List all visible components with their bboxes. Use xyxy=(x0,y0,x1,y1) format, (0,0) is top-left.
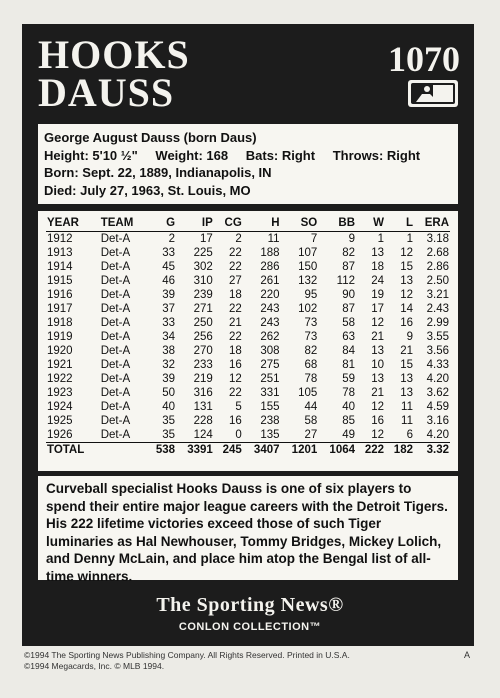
stat-cell: 7 xyxy=(310,232,318,245)
col-g: G xyxy=(147,215,176,232)
stat-cell: 35 xyxy=(162,414,176,427)
stat-cell: 102 xyxy=(298,302,318,315)
player-last-name: DAUSS xyxy=(38,70,175,115)
stat-cell: 11 xyxy=(267,232,280,245)
stat-cell: Det-A xyxy=(100,358,131,371)
stat-cell: 49 xyxy=(342,428,356,441)
stat-cell: 270 xyxy=(193,344,213,357)
stat-cell: 13 xyxy=(400,386,413,399)
col-era: ERA xyxy=(414,215,450,232)
stat-cell: 73 xyxy=(304,330,318,343)
stat-cell: 17 xyxy=(199,232,213,245)
stat-cell: Det-A xyxy=(100,414,131,427)
stats-row xyxy=(46,428,450,443)
stat-cell: 1915 xyxy=(47,274,73,287)
stat-cell: 1923 xyxy=(47,386,73,399)
conlon-collection-label: CONLON COLLECTION™ xyxy=(178,621,322,633)
stats-row xyxy=(46,274,450,288)
stat-cell: 21 xyxy=(371,330,384,343)
stat-cell: 58 xyxy=(342,316,356,329)
stat-cell: 18 xyxy=(228,288,242,301)
stat-cell: 85 xyxy=(342,414,356,427)
stat-cell: 4.20 xyxy=(426,428,449,441)
stat-cell: 24 xyxy=(371,274,384,287)
total-w: 222 xyxy=(356,443,385,459)
stat-cell: 220 xyxy=(260,288,280,301)
stat-cell: 13 xyxy=(371,372,384,385)
stat-cell: 33 xyxy=(162,316,176,329)
card-code: A xyxy=(463,650,470,660)
stat-cell: 1912 xyxy=(47,232,73,245)
stat-cell: 2.99 xyxy=(426,316,449,329)
stat-cell: 1916 xyxy=(47,288,73,301)
stat-cell: 12 xyxy=(371,428,384,441)
stat-cell: 3.55 xyxy=(426,330,449,343)
stat-cell: Det-A xyxy=(100,330,131,343)
stat-cell: 84 xyxy=(342,344,356,357)
total-h: 3407 xyxy=(243,443,281,459)
stat-cell: 32 xyxy=(162,358,176,371)
stat-cell: 219 xyxy=(193,372,213,385)
stat-cell: Det-A xyxy=(100,260,131,273)
stat-cell: 13 xyxy=(400,372,413,385)
bio-throws: Throws: Right xyxy=(332,147,421,163)
stat-cell: 16 xyxy=(400,316,413,329)
stat-cell: 1925 xyxy=(47,414,73,427)
stat-cell: Det-A xyxy=(100,274,131,287)
bio-bats: Bats: Right xyxy=(245,147,316,163)
stat-cell: 3.21 xyxy=(426,288,449,301)
stat-cell: 3.16 xyxy=(426,414,449,427)
bio-measurements xyxy=(44,147,452,165)
stat-cell: 45 xyxy=(162,260,176,273)
stat-cell: 68 xyxy=(304,358,318,371)
stat-cell: 13 xyxy=(371,246,384,259)
stat-cell: 135 xyxy=(260,428,280,441)
bio-full-name: George August Dauss (born Daus) xyxy=(44,130,257,145)
player-first-name: HOOKS xyxy=(38,32,190,77)
stat-cell: 1921 xyxy=(47,358,73,371)
stat-cell: 35 xyxy=(162,428,176,441)
stat-cell: 1922 xyxy=(47,372,73,385)
col-cg: CG xyxy=(214,215,243,232)
stat-cell: Det-A xyxy=(100,288,131,301)
stat-cell: 12 xyxy=(228,372,242,385)
stat-cell: 6 xyxy=(406,428,413,441)
stat-cell: 22 xyxy=(228,302,242,315)
stat-cell: 302 xyxy=(193,260,213,273)
stats-table xyxy=(46,215,450,458)
col-l: L xyxy=(385,215,414,232)
stat-cell: 4.59 xyxy=(426,400,449,413)
total-g: 538 xyxy=(147,443,176,459)
stat-cell: 37 xyxy=(162,302,176,315)
stat-cell: 238 xyxy=(260,414,280,427)
stat-cell: 239 xyxy=(193,288,213,301)
stat-cell: 2 xyxy=(235,232,242,245)
stat-cell: 16 xyxy=(228,358,242,371)
stat-cell: 21 xyxy=(400,344,413,357)
stat-cell: 3.62 xyxy=(426,386,449,399)
stat-cell: 155 xyxy=(260,400,280,413)
col-w: W xyxy=(356,215,385,232)
stats-row xyxy=(46,330,450,344)
total-label: TOTAL xyxy=(46,443,100,459)
stat-cell: 9 xyxy=(348,232,356,245)
stat-cell: 0 xyxy=(235,428,242,441)
stat-cell: 11 xyxy=(401,414,413,427)
stat-cell: Det-A xyxy=(100,302,131,315)
total-bb: 1064 xyxy=(318,443,356,459)
stats-row xyxy=(46,260,450,274)
stat-cell: 132 xyxy=(298,274,318,287)
stat-cell: 50 xyxy=(162,386,176,399)
career-blurb: Curveball specialist Hooks Dauss is one of six players to spend their entire major league careers with the Detroit Tigers. His 222 lifetime victories exceed those of such Tiger luminaries as Hal Newhouser, Tommy Bridges, Mickey Lolich, and Denny McLain, and place him atop the Bengal list of all-time winners. xyxy=(38,476,458,580)
stat-cell: 251 xyxy=(260,372,280,385)
col-bb: BB xyxy=(318,215,356,232)
stat-cell: 1920 xyxy=(47,344,73,357)
stat-cell: 4.20 xyxy=(426,372,449,385)
stat-cell: 124 xyxy=(193,428,213,441)
stat-cell: 81 xyxy=(342,358,356,371)
stat-cell: 90 xyxy=(342,288,356,301)
stat-cell: 1926 xyxy=(47,428,73,441)
stat-cell: 11 xyxy=(401,400,413,413)
stat-cell: 2.68 xyxy=(426,246,449,259)
stat-cell: 228 xyxy=(193,414,213,427)
stat-cell: 87 xyxy=(342,260,356,273)
stat-cell: 14 xyxy=(400,302,413,315)
stat-cell: Det-A xyxy=(100,372,131,385)
stat-cell: 10 xyxy=(371,358,384,371)
stat-cell: 1 xyxy=(406,232,413,245)
stat-cell: 1914 xyxy=(47,260,73,273)
card-number: 1070 xyxy=(388,39,460,79)
stat-cell: 286 xyxy=(260,260,280,273)
stats-row xyxy=(46,232,450,247)
stats-row xyxy=(46,414,450,428)
stat-cell: 9 xyxy=(406,330,413,343)
stat-cell: 1917 xyxy=(47,302,73,315)
stat-cell: 59 xyxy=(342,372,356,385)
stat-cell: 15 xyxy=(400,260,413,273)
total-team xyxy=(100,443,147,459)
bio-born: Born: Sept. 22, 1889, Indianapolis, IN xyxy=(44,165,272,180)
stats-header-row xyxy=(46,215,450,232)
stat-cell: 27 xyxy=(228,274,242,287)
stat-cell: 261 xyxy=(260,274,280,287)
stats-row xyxy=(46,344,450,358)
stats-row xyxy=(46,372,450,386)
stat-cell: 21 xyxy=(371,386,384,399)
stat-cell: Det-A xyxy=(100,386,131,399)
stat-cell: 12 xyxy=(400,288,413,301)
total-cg: 245 xyxy=(214,443,243,459)
stats-row xyxy=(46,316,450,330)
stat-cell: 73 xyxy=(304,316,318,329)
stats-row xyxy=(46,288,450,302)
stat-cell: 16 xyxy=(371,414,384,427)
stat-cell: 131 xyxy=(193,400,213,413)
col-year: YEAR xyxy=(46,215,100,232)
stat-cell: 331 xyxy=(260,386,280,399)
col-team: TEAM xyxy=(100,215,147,232)
stat-cell: 112 xyxy=(336,274,356,287)
stat-cell: 19 xyxy=(371,288,384,301)
stat-cell: 4.33 xyxy=(426,358,449,371)
stat-cell: 18 xyxy=(371,260,384,273)
stat-cell: 107 xyxy=(298,246,318,259)
total-ip: 3391 xyxy=(176,443,214,459)
stat-cell: 22 xyxy=(228,246,242,259)
stat-cell: Det-A xyxy=(100,246,131,259)
bio-died: Died: July 27, 1963, St. Louis, MO xyxy=(44,182,251,198)
col-ip: IP xyxy=(176,215,214,232)
stat-cell: 39 xyxy=(162,372,176,385)
copyright-line-2: ©1994 Megacards, Inc. © MLB 1994. xyxy=(24,661,165,671)
mlb-logo-icon xyxy=(408,80,458,107)
stat-cell: 262 xyxy=(260,330,280,343)
stat-cell: 33 xyxy=(162,246,176,259)
stat-cell: 12 xyxy=(371,400,384,413)
stats-panel xyxy=(38,211,458,471)
stat-cell: 40 xyxy=(342,400,356,413)
stat-cell: Det-A xyxy=(100,316,131,329)
stat-cell: 256 xyxy=(193,330,213,343)
stat-cell: 15 xyxy=(400,358,413,371)
total-so: 1201 xyxy=(281,443,319,459)
stat-cell: 95 xyxy=(304,288,318,301)
total-era: 3.32 xyxy=(414,443,450,459)
stat-cell: 22 xyxy=(228,330,242,343)
stat-cell: 233 xyxy=(193,358,213,371)
stat-cell: 271 xyxy=(193,302,213,315)
stat-cell: 2.50 xyxy=(426,274,449,287)
col-h: H xyxy=(243,215,281,232)
stat-cell: 1 xyxy=(377,232,384,245)
sporting-news-logo: The Sporting News® xyxy=(156,594,344,616)
stat-cell: 12 xyxy=(371,316,384,329)
stat-cell: 225 xyxy=(193,246,213,259)
stat-cell: Det-A xyxy=(100,232,131,245)
stat-cell: 82 xyxy=(342,246,356,259)
stat-cell: 3.18 xyxy=(426,232,449,245)
stat-cell: 243 xyxy=(260,316,280,329)
stat-cell: 78 xyxy=(304,372,318,385)
stat-cell: 17 xyxy=(371,302,384,315)
stat-cell: 310 xyxy=(193,274,213,287)
stat-cell: 250 xyxy=(193,316,213,329)
player-name xyxy=(38,32,190,115)
stat-cell: 3.56 xyxy=(426,344,449,357)
stat-cell: 12 xyxy=(400,246,413,259)
stat-cell: 1919 xyxy=(47,330,73,343)
col-so: SO xyxy=(281,215,319,232)
stat-cell: 243 xyxy=(260,302,280,315)
stat-cell: 1924 xyxy=(47,400,73,413)
copyright-line-1: ©1994 The Sporting News Publishing Company. All Rights Reserved. Printed in U.S.A. xyxy=(24,650,350,660)
stat-cell: 27 xyxy=(304,428,318,441)
stat-cell: 58 xyxy=(304,414,318,427)
stat-cell: Det-A xyxy=(100,344,131,357)
stat-cell: 2.43 xyxy=(426,302,449,315)
stat-cell: 275 xyxy=(260,358,280,371)
stat-cell: 38 xyxy=(162,344,176,357)
stat-cell: 44 xyxy=(304,400,318,413)
stats-row xyxy=(46,386,450,400)
stat-cell: 87 xyxy=(342,302,356,315)
stat-cell: Det-A xyxy=(100,428,131,441)
stat-cell: 78 xyxy=(342,386,356,399)
bio-panel xyxy=(38,124,458,204)
stats-total-row xyxy=(46,443,450,459)
copyright-text xyxy=(24,650,474,672)
stat-cell: Det-A xyxy=(100,400,131,413)
stats-row xyxy=(46,358,450,372)
stat-cell: 13 xyxy=(371,344,384,357)
total-l: 182 xyxy=(385,443,414,459)
stat-cell: 2.86 xyxy=(426,260,449,273)
stat-cell: 316 xyxy=(193,386,213,399)
bio-height: Height: 5'10 ½" xyxy=(44,147,138,163)
stat-cell: 105 xyxy=(298,386,318,399)
stat-cell: 21 xyxy=(228,316,242,329)
stats-row xyxy=(46,400,450,414)
stat-cell: 39 xyxy=(162,288,176,301)
stats-row xyxy=(46,302,450,316)
stat-cell: 63 xyxy=(342,330,356,343)
stat-cell: 1918 xyxy=(47,316,73,329)
stats-row xyxy=(46,246,450,260)
stat-cell: 82 xyxy=(304,344,318,357)
stat-cell: 16 xyxy=(228,414,242,427)
stat-cell: 1913 xyxy=(47,246,73,259)
stat-cell: 22 xyxy=(228,386,242,399)
stat-cell: 40 xyxy=(162,400,176,413)
stat-cell: 34 xyxy=(162,330,176,343)
stat-cell: 308 xyxy=(260,344,280,357)
stat-cell: 188 xyxy=(260,246,280,259)
stat-cell: 2 xyxy=(168,232,176,245)
stat-cell: 22 xyxy=(228,260,242,273)
stat-cell: 46 xyxy=(162,274,176,287)
bio-weight: Weight: 168 xyxy=(155,147,229,163)
stat-cell: 13 xyxy=(400,274,413,287)
stat-cell: 150 xyxy=(298,260,318,273)
stat-cell: 5 xyxy=(235,400,242,413)
stat-cell: 18 xyxy=(228,344,242,357)
